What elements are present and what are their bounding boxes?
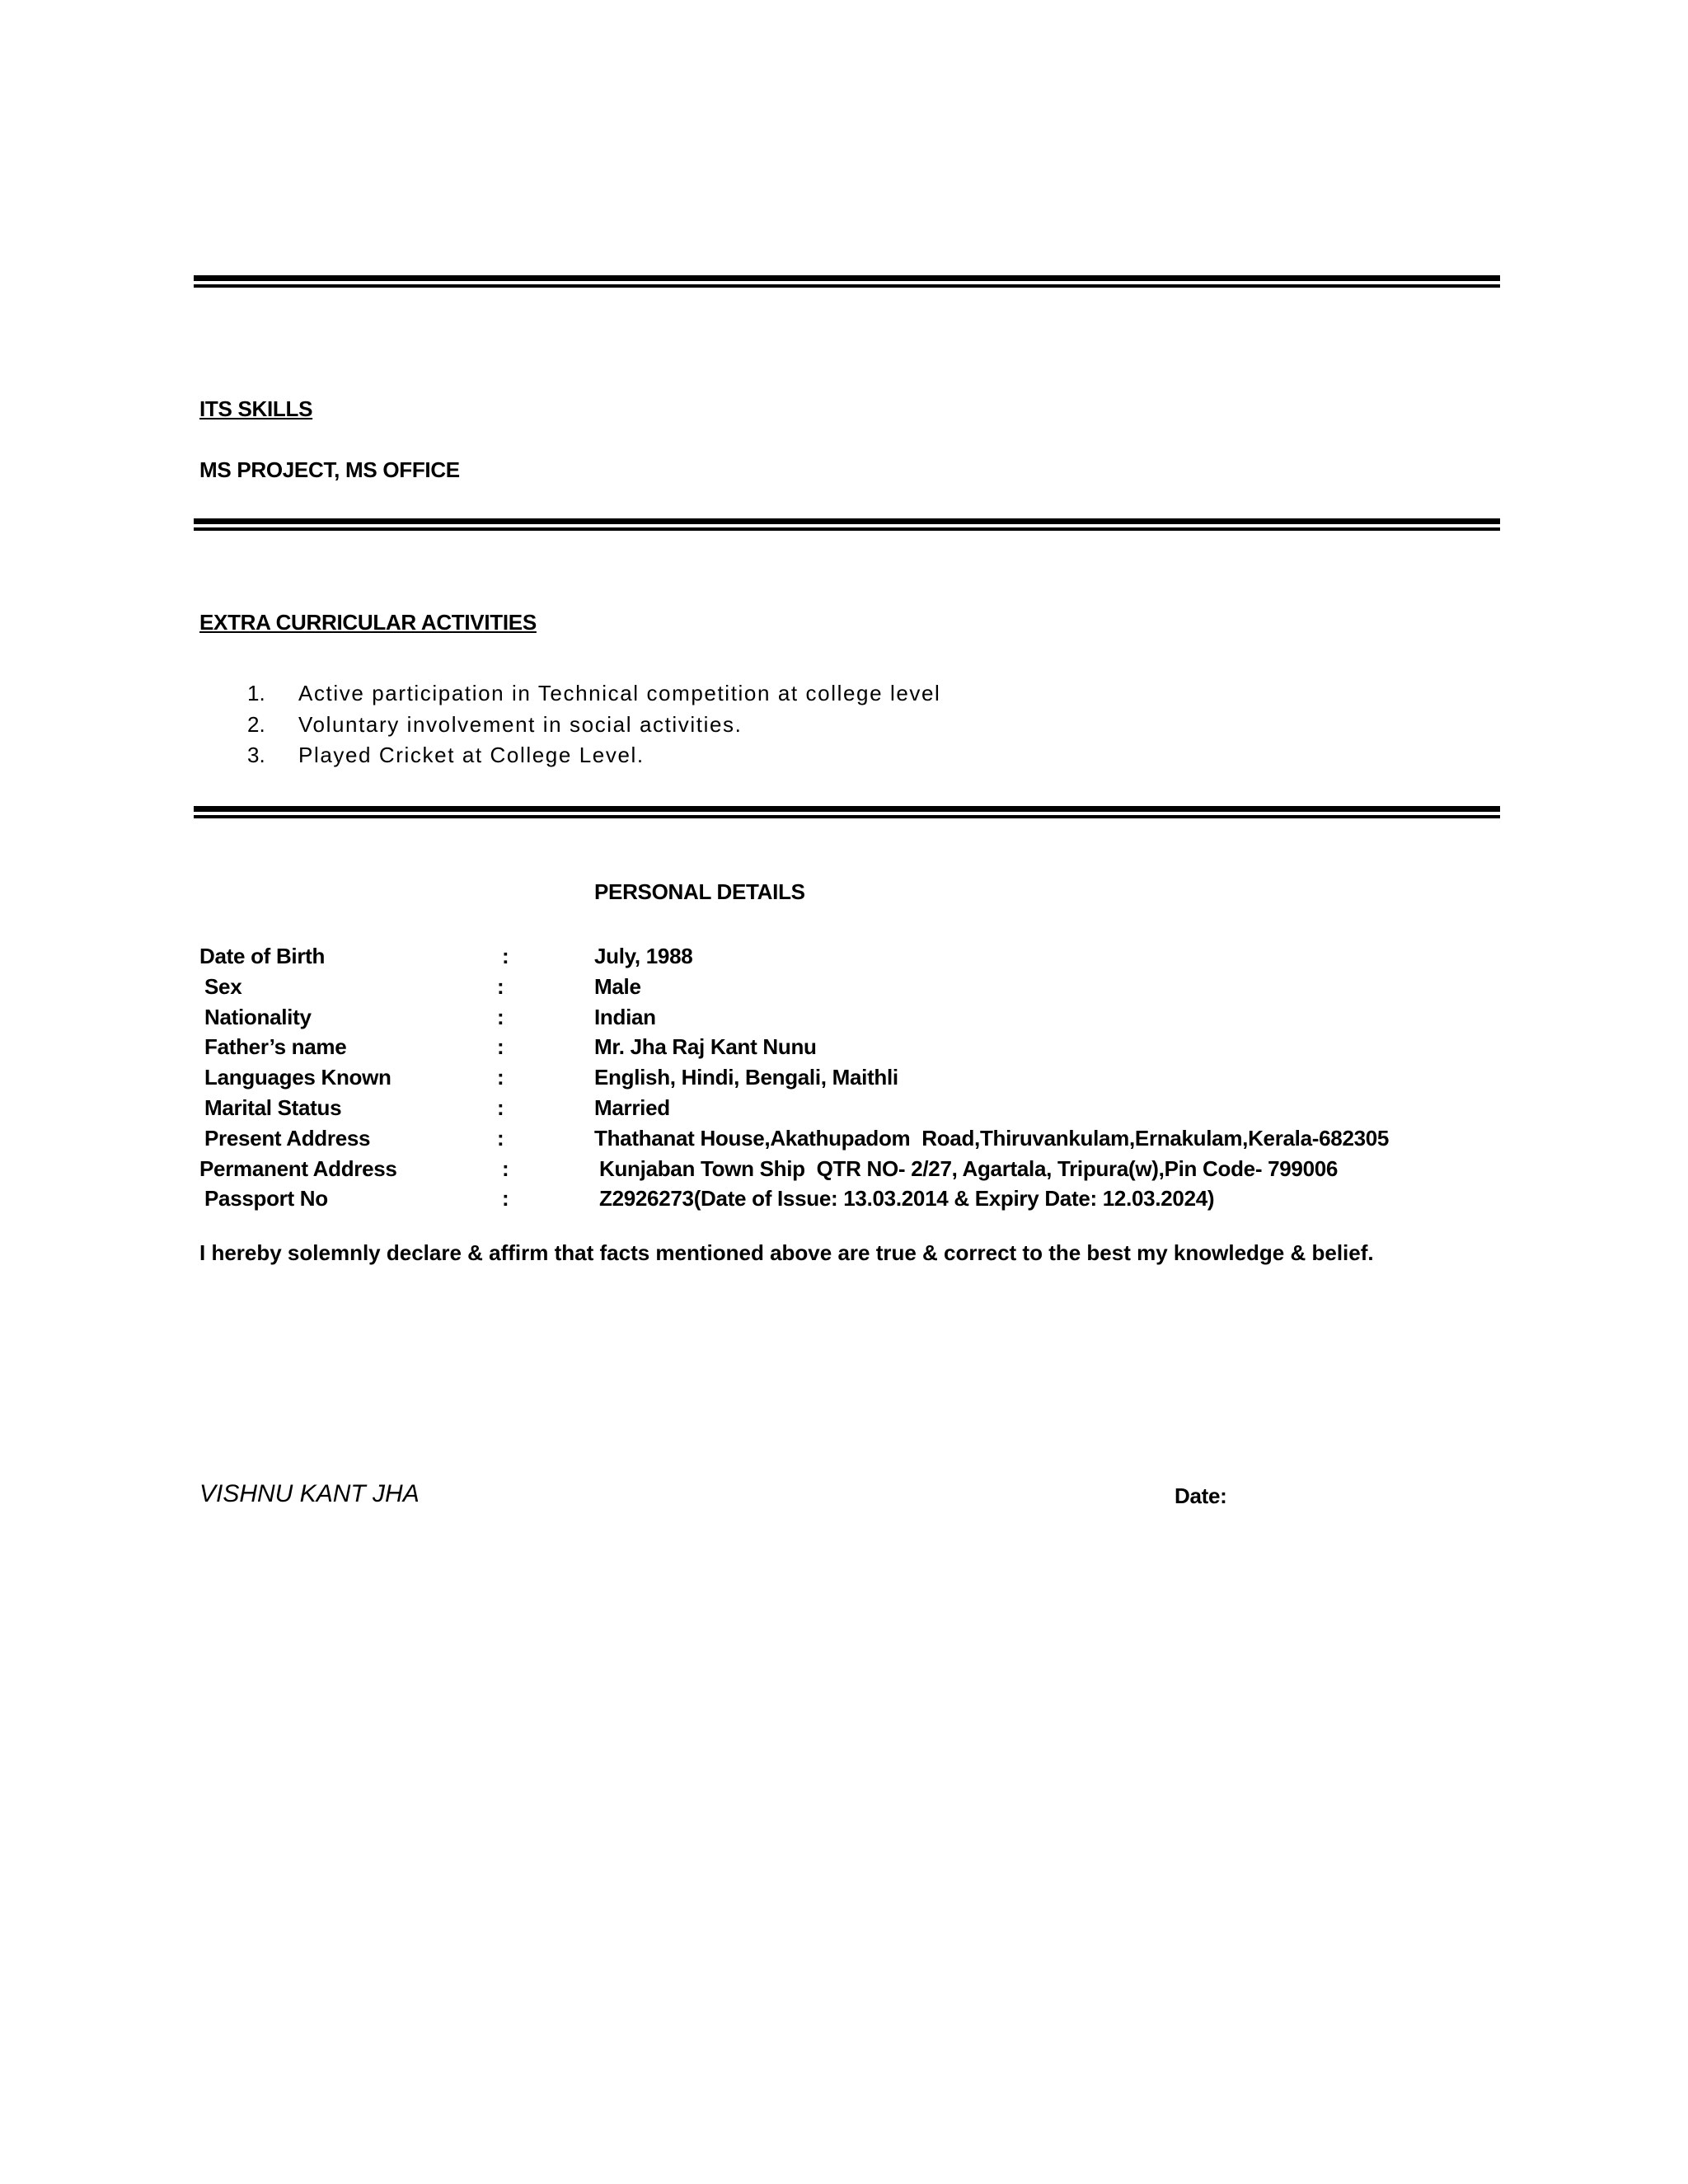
detail-colon: : (497, 1094, 504, 1120)
detail-value: Thathanat House,Akathupadom Road,Thiruvankulam,Ernakulam,Kerala-682305 (594, 1125, 1390, 1151)
detail-value: Male (594, 973, 641, 999)
detail-colon: : (502, 1186, 509, 1212)
detail-row-present-address (0, 1126, 1688, 1156)
detail-row-permanent-address (0, 1156, 1688, 1187)
detail-row-date-of-birth (0, 944, 1688, 974)
list-item-number: 2. (247, 711, 265, 737)
detail-value: July, 1988 (594, 944, 693, 968)
detail-value: Married (594, 1094, 670, 1120)
detail-colon: : (497, 1065, 504, 1090)
detail-colon: : (497, 1004, 504, 1029)
detail-label: Sex (204, 973, 242, 999)
date-label: Date: (1175, 1483, 1227, 1508)
detail-value: Indian (594, 1004, 656, 1029)
personal-heading: PERSONAL DETAILS (594, 879, 805, 904)
declaration-text: I hereby solemnly declare & affirm that facts mentioned above are true & correct to the best my knowledge & belief. (199, 1240, 1374, 1265)
detail-label: Permanent Address (199, 1155, 397, 1181)
detail-value: Kunjaban Town Ship QTR NO- 2/27, Agartala, Tripura(w),Pin Code- 799006 (599, 1155, 1339, 1181)
detail-row-passport (0, 1186, 1688, 1216)
detail-label: Languages Known (204, 1065, 392, 1090)
detail-label: Father’s name (204, 1034, 347, 1060)
detail-colon: : (497, 1125, 504, 1151)
detail-colon: : (497, 1034, 504, 1060)
detail-row-sex (0, 974, 1688, 1005)
signatory-name: VISHNU KANT JHA (199, 1480, 420, 1507)
detail-label: Passport No (204, 1186, 328, 1212)
list-item-text: Active participation in Technical competition at college level (298, 681, 941, 705)
section-divider (194, 275, 1500, 288)
skills-content: MS PROJECT, MS OFFICE (199, 457, 460, 482)
skills-heading: ITS SKILLS (199, 396, 313, 421)
extracurricular-heading: EXTRA CURRICULAR ACTIVITIES (199, 610, 537, 635)
detail-row-fathers-name (0, 1034, 1688, 1065)
detail-value: English, Hindi, Bengali, Maithli (594, 1065, 898, 1090)
detail-colon: : (502, 944, 509, 968)
detail-value: Z2926273(Date of Issue: 13.03.2014 & Expiry Date: 12.03.2024) (599, 1186, 1215, 1212)
detail-value: Mr. Jha Raj Kant Nunu (594, 1034, 817, 1060)
personal-details-table (0, 944, 1688, 1216)
detail-label: Present Address (204, 1125, 371, 1151)
list-item-text: Voluntary involvement in social activities. (298, 711, 743, 737)
detail-row-nationality (0, 1005, 1688, 1035)
detail-colon: : (497, 973, 504, 999)
detail-label: Nationality (204, 1004, 312, 1029)
detail-row-marital-status (0, 1095, 1688, 1126)
detail-colon: : (502, 1155, 509, 1181)
list-item-number: 3. (247, 743, 265, 767)
section-divider (194, 518, 1500, 531)
detail-row-languages (0, 1065, 1688, 1095)
detail-label: Marital Status (204, 1094, 342, 1120)
section-divider (194, 806, 1500, 818)
list-item-number: 1. (247, 681, 265, 705)
list-item-text: Played Cricket at College Level. (298, 743, 645, 767)
detail-label: Date of Birth (199, 944, 326, 968)
